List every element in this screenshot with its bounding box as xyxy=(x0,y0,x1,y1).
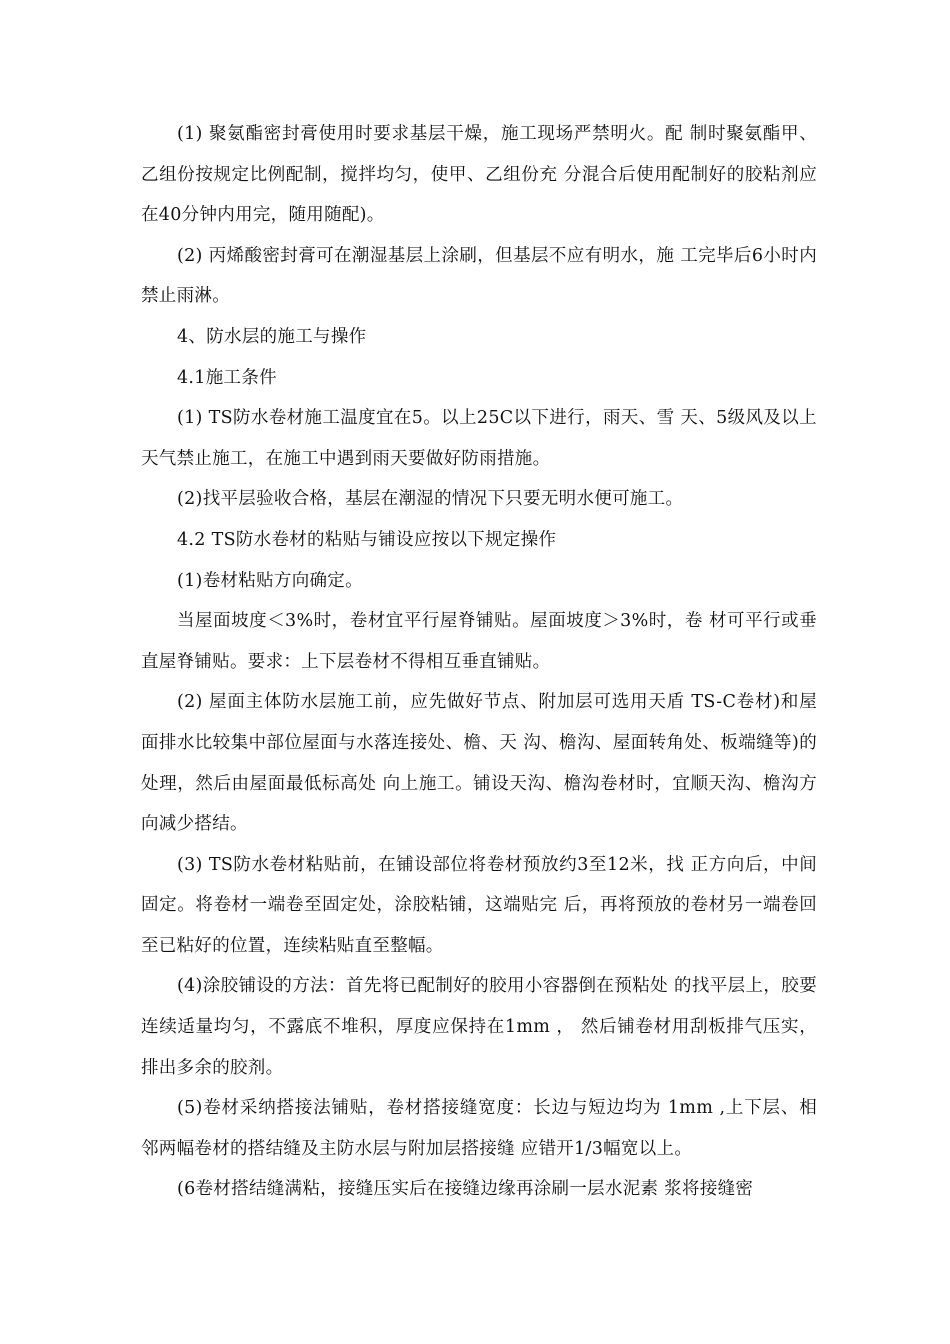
paragraph-slope-rule: 当屋面坡度＜3%时，卷材宜平行屋脊铺贴。屋面坡度＞3%时，卷 材可平行或垂直屋脊铺贴。要求：上下层卷材不得相互垂直铺贴。 xyxy=(141,611,817,672)
paragraph-pre-placement: (3) TS防水卷材粘贴前，在铺设部位将卷材预放约3至12米，找 正方向后，中间固定。将卷材一端卷至固定处，涂胶粘铺，这端贴完 后，再将预放的卷材另一端卷回至已粘好的位置，连续粘贴直至整幅。 xyxy=(141,854,817,956)
paragraph-direction: (1)卷材粘贴方向确定。 xyxy=(177,570,363,591)
paragraph-seam-sealing: (6卷材搭结缝满粘，接缝压实后在接缝边缘再涂刷一层水泥素 浆将接缝密 xyxy=(177,1179,754,1200)
subsection-heading-laying-rules: 4.2 TS防水卷材的粘贴与铺设应按以下规定操作 xyxy=(177,529,557,550)
subsection-heading-construction-conditions: 4.1施工条件 xyxy=(177,367,277,388)
paragraph-detail-treatment: (2) 屋面主体防水层施工前，应先做好节点、附加层可选用天盾 TS-C卷材)和屋面排水比较集中部位屋面与水落连接处、檐、天 沟、檐沟、屋面转角处、板端缝等)的处理，然后由屋面最低标高处 向上施工。铺设天沟、檐沟卷材时，宜顺天沟、檐沟方向减少搭结。 xyxy=(141,692,817,835)
paragraph-temperature-condition: (1) TS防水卷材施工温度宜在5。以上25C以下进行，雨天、雪 天、5级风及以上天气禁止施工，在施工中遇到雨天要做好防雨措施。 xyxy=(141,408,817,469)
paragraph-leveling-layer: (2)找平层验收合格，基层在潮湿的情况下只要无明水便可施工。 xyxy=(177,489,684,510)
paragraph-polyurethane-sealant: (1) 聚氨酯密封膏使用时要求基层干燥，施工现场严禁明火。配 制时聚氨酯甲、乙组份按规定比例配制，搅拌均匀，使甲、乙组份充 分混合后使用配制好的胶粘剂应在40分钟内用完，随用随配)。 xyxy=(141,124,817,226)
paragraph-acrylic-sealant: (2) 丙烯酸密封膏可在潮湿基层上涂刷，但基层不应有明水，施 工完毕后6小时内禁止雨淋。 xyxy=(141,245,817,307)
paragraph-glue-method: (4)涂胶铺设的方法：首先将已配制好的胶用小容器倒在预粘处 的找平层上，胶要连续适量均匀，不露底不堆积，厚度应保持在1mm ， 然后铺卷材用刮板排气压实，排出多余的胶剂。 xyxy=(141,976,817,1078)
section-heading-waterproof-layer: 4、防水层的施工与操作 xyxy=(177,326,367,347)
paragraph-overlap-method: (5)卷材采纳搭接法铺贴，卷材搭接缝宽度：长边与短边均为 1mm ,上下层、相邻两幅卷材的搭结缝及主防水层与附加层搭接缝 应错开1/3幅宽以上。 xyxy=(141,1098,817,1159)
document-body xyxy=(141,114,817,1210)
